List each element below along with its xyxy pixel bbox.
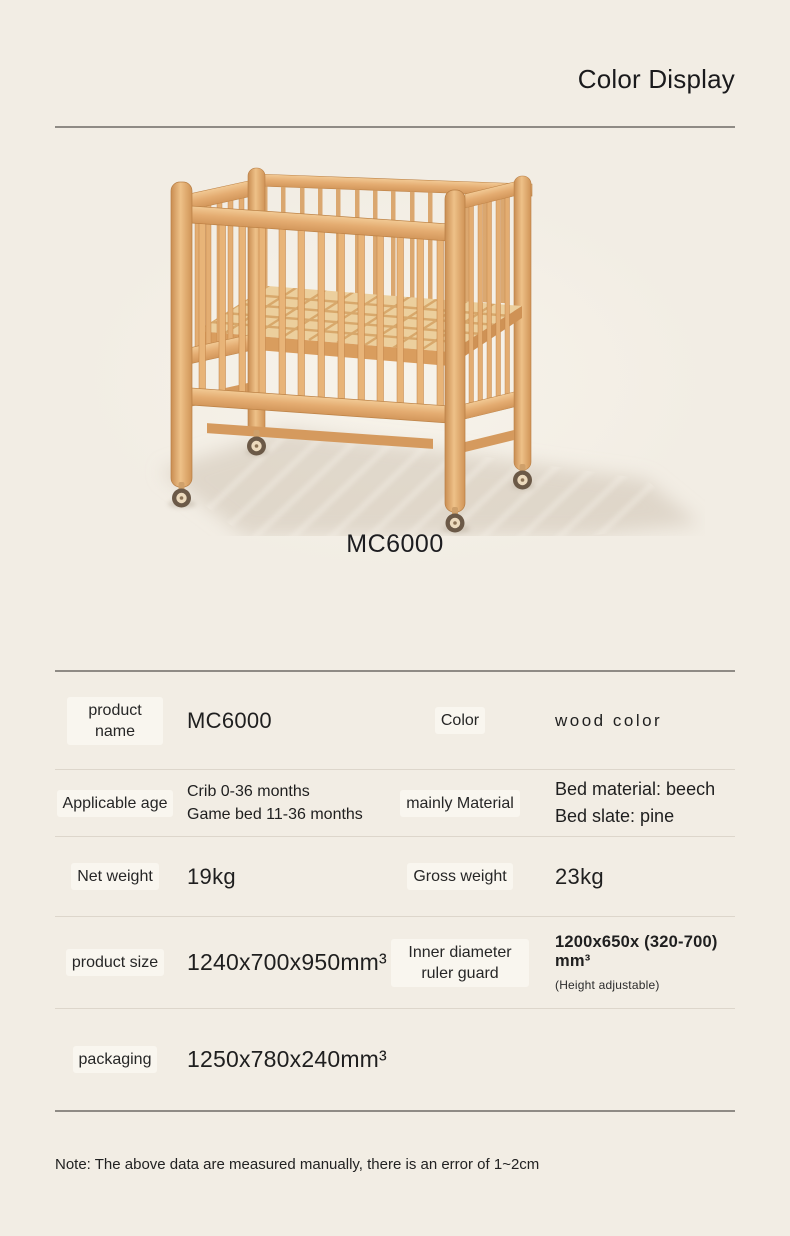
value-line: Crib 0-36 months (187, 783, 310, 800)
table-row (55, 770, 735, 837)
crib-post-front-left (171, 182, 192, 487)
label-net-weight: Net weight (55, 863, 175, 890)
label-product-name: product name (55, 697, 175, 745)
label-color: Color (390, 707, 530, 734)
table-row (55, 917, 735, 1009)
table-row (55, 672, 735, 770)
crib-post-front-right (445, 190, 465, 512)
page-header (0, 0, 790, 96)
crib-right-panel (465, 182, 514, 452)
value-line: Bed material: beech (555, 779, 716, 799)
label-applicable-age: Applicable age (55, 790, 175, 817)
table-row (55, 837, 735, 917)
value-subnote: (Height adjustable) (555, 978, 660, 992)
value-product-size: 1240x700x950mm³ (187, 949, 387, 975)
divider-bottom (55, 1110, 735, 1112)
crib-illustration (85, 136, 705, 536)
value-line: Game bed 11-36 months (187, 806, 363, 823)
value-applicable-age (175, 780, 390, 826)
label-gross-weight: Gross weight (390, 863, 530, 890)
measurement-note: Note: The above data are measured manually, there is an error of 1~2cm (55, 1156, 540, 1173)
page-title: Color Display (577, 64, 735, 94)
label-inner-diameter: Inner diameter ruler guard (390, 939, 530, 987)
table-row (55, 1009, 735, 1110)
crib-post-back-right (514, 176, 531, 470)
value-product-name: MC6000 (187, 707, 272, 733)
value-line: 1200x650x (320-700) mm³ (555, 933, 718, 970)
value-line: Bed slate: pine (555, 806, 675, 826)
label-product-size: product size (55, 949, 175, 976)
value-net-weight: 19kg (187, 863, 236, 889)
label-material: mainly Material (390, 790, 530, 817)
spec-table (55, 672, 735, 1110)
value-material (530, 776, 735, 830)
label-packaging: packaging (55, 1046, 175, 1073)
product-model-caption: MC6000 (346, 530, 444, 558)
value-inner-diameter (530, 933, 735, 992)
value-color: wood color (555, 710, 663, 730)
product-figure (0, 128, 790, 670)
value-packaging: 1250x780x240mm³ (187, 1046, 387, 1072)
value-gross-weight: 23kg (555, 863, 604, 889)
